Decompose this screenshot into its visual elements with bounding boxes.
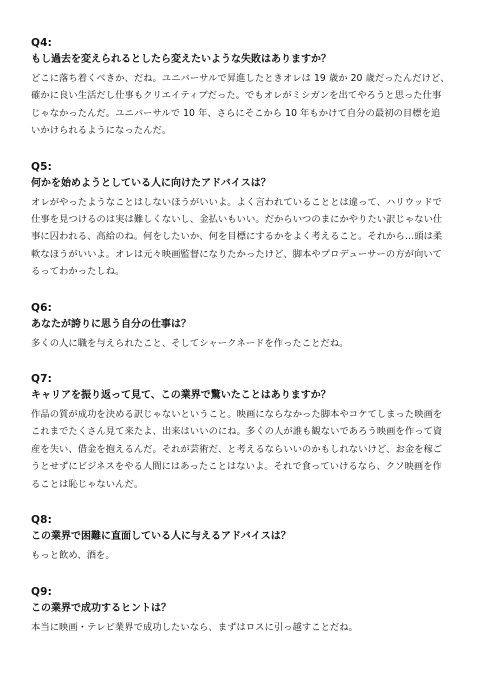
question-number: Q6: [31, 301, 53, 314]
answer-text [31, 619, 451, 636]
answer-line: じゃなかったんだ。ユニバーサルで 10 年、さらにそこから 10 年もかけて自分の最初の目標を追 [31, 107, 441, 119]
answer-line: どこに落ち着くべきか、だね。ユニバーサルで昇進したときオレは 19 歳か 20 歳だったんだけど、 [31, 73, 450, 84]
answer-text [31, 335, 451, 352]
question-text: この業界で成功するヒントは？ [31, 602, 171, 614]
answer-line: 事に囚われる、高給のね。何をしたいか、何を目標にするかをよく考えること。それから…頭は柔 [31, 231, 443, 243]
question-number: Q9: [31, 585, 53, 598]
answer-text [31, 70, 451, 140]
answer-line: もっと飲め、酒を。 [31, 550, 115, 562]
answer-text [31, 406, 451, 493]
question-number: Q5: [31, 160, 53, 173]
question-text: 何かを始めようとしている人に向けたアドバイスは？ [31, 177, 271, 189]
answer-line: 産を失い、借金を抱えるんだ。それが芸術だ、と考えるならいいのかもしれないけど、お金を稼ご [31, 443, 443, 455]
answer-line: 仕事を見つけるのは実は難しくないし、金払いもいい。だからいつのまにかやりたい訳じゃない仕 [31, 214, 443, 226]
question-text: もし過去を変えられるとしたら変えたいような失敗はありますか？ [31, 54, 331, 65]
qa-item-q7 [31, 372, 451, 493]
qa-item-q4 [31, 36, 451, 140]
answer-line: ることは恥じゃないんだ。 [31, 478, 144, 490]
answer-text [31, 547, 451, 564]
question-number: Q8: [31, 514, 53, 527]
answer-line: オレがやったようなことはしないほうがいいよ。よく言われていることとは違って、ハリウッドで [31, 196, 442, 208]
answer-line: るってわかったしね。 [31, 266, 125, 278]
question-text: この業界で困難に直面している人に与えるアドバイスは？ [31, 531, 291, 543]
question-text: あなたが誇りに思う自分の仕事は？ [31, 318, 191, 330]
qa-item-q6 [31, 301, 451, 352]
qa-item-q8 [31, 513, 451, 564]
question-number: Q4: [31, 37, 53, 49]
answer-line: 多くの人に職を与えられたこと、そしてシャークネードを作ったことだね。 [31, 337, 349, 349]
qa-item-q5 [31, 160, 451, 281]
answer-line: 本当に映画・テレビ業界で成功したいなら、まずはロスに引っ越すことだね。 [31, 621, 358, 633]
answer-text [31, 194, 451, 281]
question-number: Q7: [31, 373, 53, 386]
qa-item-q9 [31, 585, 451, 636]
answer-line: いかけられるようになったんだ。 [31, 125, 172, 137]
answer-line: 軟なほうがいいよ。オレは元々映画監督になりたかったけど、脚本やプロデューサーの方が向いて [31, 248, 442, 260]
answer-line: これまでたくさん見て来たよ、出来はいいのにね。多くの人が誰も観ないであろう映画を作って資 [31, 426, 443, 438]
answer-line: うとせずにビジネスをやる人間にはあったことはないよ。それで食っていけるなら、クソ映画を作 [31, 461, 442, 473]
answer-line: 確かに良い生活だし仕事もクリエイティブだった。でもオレがミシガンを出てやろうと思った仕事 [31, 90, 442, 102]
answer-line: 作品の質が成功を決める訳じゃないということ。映画にならなかった脚本やコケてしまった映画を [31, 409, 443, 421]
question-text: キャリアを振り返って見て、この業界で驚いたことはありますか？ [31, 390, 331, 402]
